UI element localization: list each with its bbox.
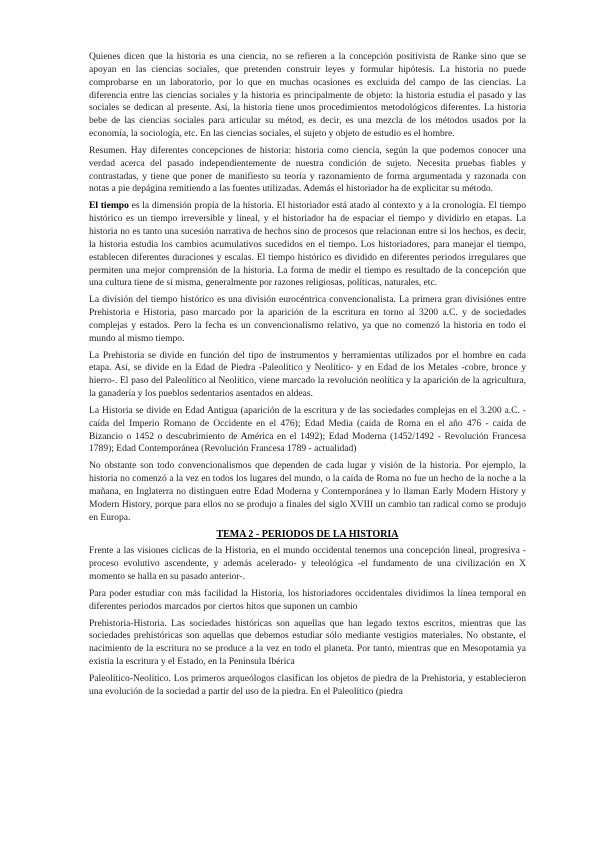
paragraph-edades: La Historia se divide en Edad Antigua (aparición de la escritura y de las sociedades complejas en el 3.200 a.C. - caída del Imperio Romano de Occidente en el 476); Edad Media (caída de Roma en el año 476 - caída de Bizancio o 1452 o descubrimiento de América en el 1492); Edad Moderna (1452/1492 - Revolución Francesa 1789); Edad Contemporánea (Revolución Francesa 1789 - actualidad) [89, 404, 526, 455]
document-page [89, 51, 526, 703]
paragraph-prehistoria-historia: Prehistoria-Historia. Las sociedades históricas son aquellas que han legado textos escritos, mientras que las sociedades prehistóricas son aquellas que debemos estudiar sólo mediante vestigios materiales. No obstante, el nacimiento de la escritura no se produce a la vez en todo el planeta. Por tanto, mientras que en Mesopotamia ya existía la escritura y el Estado, en la Península Ibérica [89, 617, 526, 668]
paragraph-resumen: Resumen. Hay diferentes concepciones de historia: historia como ciencia, según la que podemos conocer una verdad acerca del pasado independientemente de nuestra condición de sujeto. Necesita pruebas fiables y contrastadas, y tiene que poner de manifiesto su teoría y razonamiento de forma argumentada y razonada con notas a pie depágina remitiendo a las fuentes utilizadas. Además el historiador ha de explicitar su método. [89, 144, 526, 195]
paragraph-division: La división del tiempo histórico es una división eurocéntrica convencionalista. La primera gran divisiónes entre Prehistoria e Historia, paso marcado por la aparición de la escritura en torno al 3200 a.C. y de sociedades complejas y estados. Pero la fecha es un convencionalismo relativo, ya que no comenzó la historia en todo el mundo al mismo tiempo. [89, 294, 526, 344]
paragraph-tiempo [89, 200, 526, 290]
paragraph-periodos: Para poder estudiar con más facilidad la Historia, los historiadores occidentales dividimos la línea temporal en diferentes periodos marcados por ciertos hitos que suponen un cambio [89, 587, 526, 612]
paragraph-convencionalismos: No obstante son todo convencionalismos que dependen de cada lugar y visión de la historia. Por ejemplo, la historia no comenzó a la vez en todos los lugares del mundo, o la caída de Roma no fue un hecho de la noche a la mañana, en Inglaterra no distinguen entre Edad Moderna y Contemporánea y lo llaman Early Modern History y Modern History, porque para ellos no se produjo a finales del siglo XVIII un cambio tan radical como se produjo en Europa. [89, 460, 526, 523]
paragraph-ciencia: Quienes dicen que la historia es una ciencia, no se refieren a la concepción positivista de Ranke sino que se apoyan en las ciencias sociales, que pretenden construir leyes y formular hipótesis. La historia no puede comprobarse en un laboratorio, por lo que en muchas ocasiones es excluida del campo de las ciencias. La diferencia entre las ciencias sociales y la historia es principalmente de objeto: la historia estudia el pasado y las sociales se dedican al presente. Así, la historia tiene unos procedimientos metodológicos diferentes. La historia bebe de las ciencias sociales para articular su métod, es decir, es una mezcla de los métodos usados por la economía, la sociología, etc. En las ciencias sociales, el sujeto y objeto de estudio es el hombre. [89, 51, 526, 140]
paragraph-tiempo-text: es la dimensión propia de la historia. El historiador está atado al contexto y a la cronología. El tiempo histórico es un tiempo irreversible y lineal, y el historiador ha de espaciar el tiempo y dividirlo en etapas. La historia no es tanto una sucesión narrativa de hechos sino de procesos que relacionan entre sí los hechos, es decir, la historia estudia los cambios acumulativos sucedidos en el tiempo. Los historiadores, para manejar el tiempo, establecen diferentes duraciones y escalas. El tiempo histórico es dividido en diferentes periodos irregulares que permiten una mejor comprensión de la historia. La forma de medir el tiempo es resultado de la concepción que una cultura tiene de sí misma, generalmente por razones religiosas, políticas, naturales, etc. [89, 200, 526, 289]
paragraph-paleolitico-neolitico: Paleolítico-Neolítico. Los primeros arqueólogos clasifican los objetos de piedra de la Prehistoria, y establecieron una evolución de la sociedad a partir del uso de la piedra. En el Paleolítico (piedra [89, 672, 526, 697]
paragraph-vision-lineal: Frente a las visiones cíclicas de la Historia, en el mundo occidental tenemos una concepción lineal, progresiva -proceso evolutivo ascendente, y además acelerado- y teleológica -el fundamento de una civilización en X momento se halla en su pasado anterior-. [89, 545, 526, 583]
paragraph-prehistoria: La Prehistoria se divide en función del tipo de instrumentos y herramientas utilizados por el hombre en cada etapa. Así, se divide en la Edad de Piedra -Paleolítico y Neolítico- y en Edad de los Metales -cobre, bronce y hierro-. El paso del Paleolítico al Neolítico, viene marcado la revolución neolítica y la aparición de la agricultura, la ganadería y los pueblos sedentarios asentados en aldeas. [89, 349, 526, 400]
bold-term-tiempo: El tiempo [89, 200, 129, 212]
section-heading: TEMA 2 - PERIODOS DE LA HISTORIA [216, 528, 399, 540]
